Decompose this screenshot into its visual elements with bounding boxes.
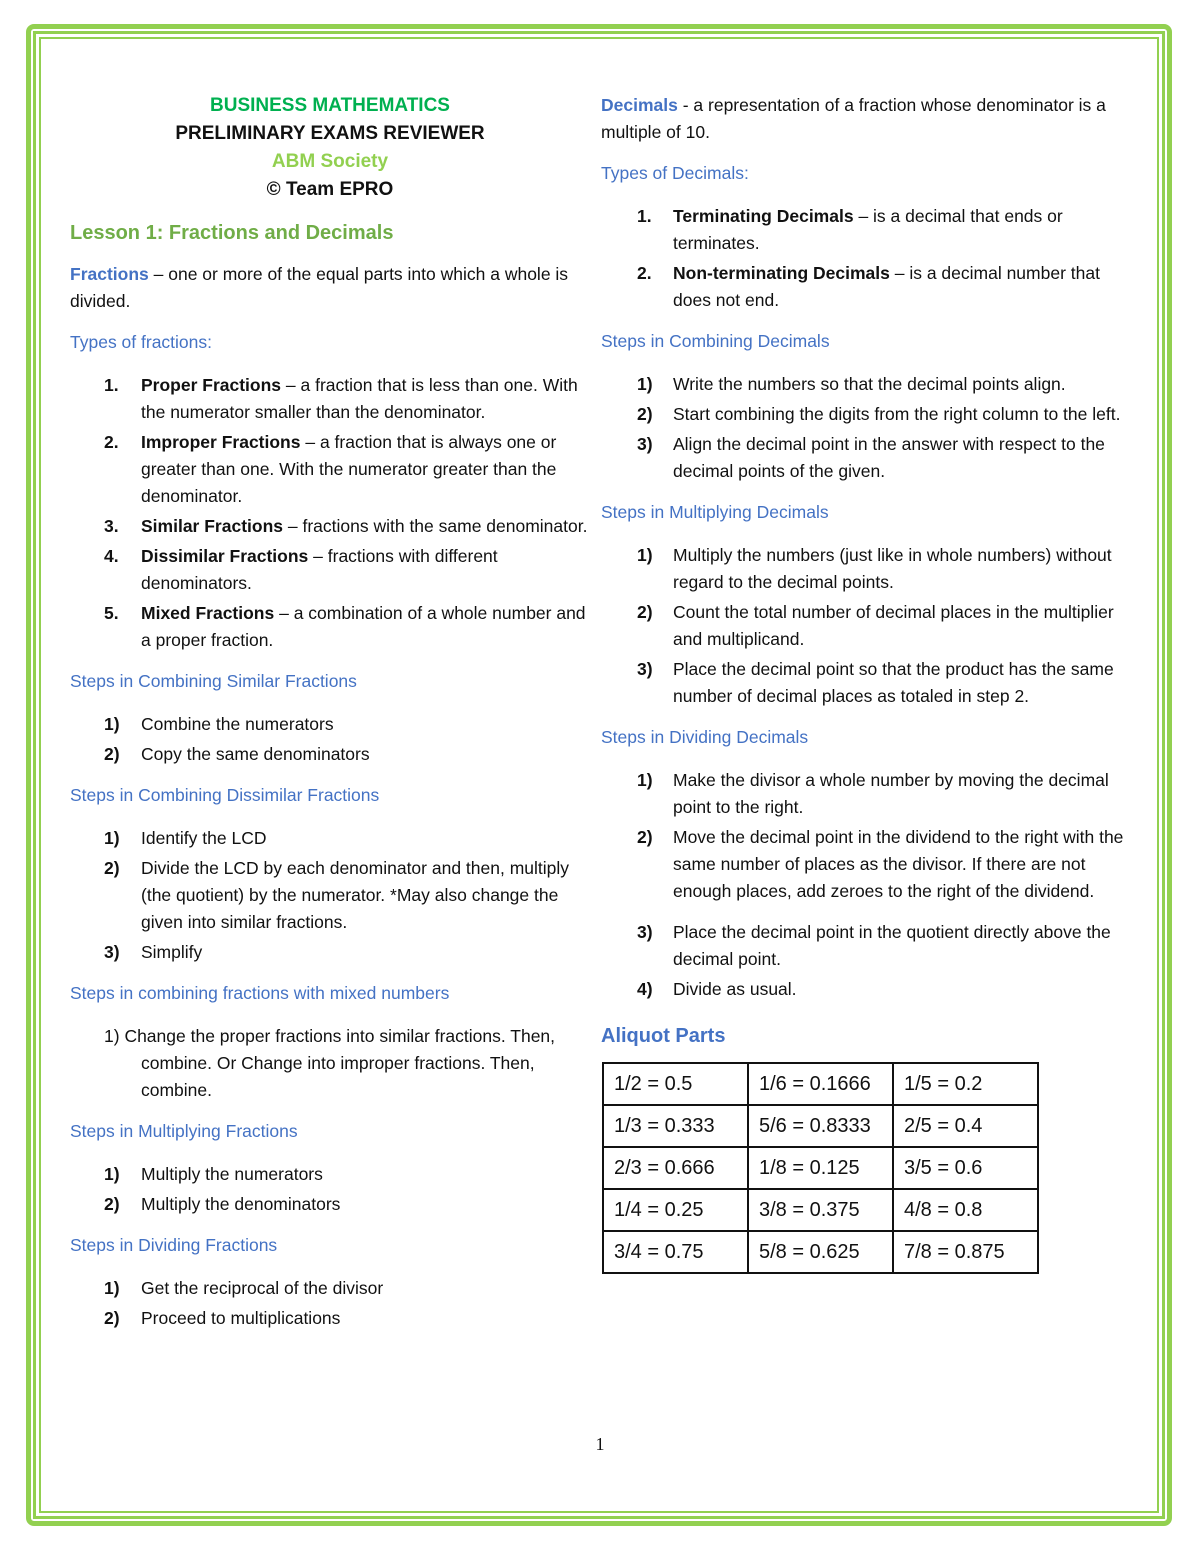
page-number: 1 <box>595 1434 605 1454</box>
step-text: Proceed to multiplications <box>141 1308 341 1328</box>
table-cell: 3/8 = 0.375 <box>748 1189 893 1231</box>
types-of-fractions-list <box>70 372 590 654</box>
dividing-decimals-heading: Steps in Dividing Decimals <box>601 727 809 747</box>
right-column <box>601 92 1131 1274</box>
step-text: Start combining the digits from the right column to the left. <box>673 404 1121 424</box>
list-item <box>70 1275 590 1302</box>
list-item <box>601 260 1131 314</box>
type-desc: – a fraction that is always one or greater than one. With the numerator greater than the denominator. <box>141 432 557 506</box>
list-number: 1) <box>104 1164 120 1184</box>
list-item <box>601 824 1131 905</box>
similar-fractions-heading: Steps in Combining Similar Fractions <box>70 671 357 691</box>
list-item <box>70 429 590 510</box>
list-number: 5. <box>104 603 119 623</box>
list-item <box>601 919 1131 973</box>
list-item <box>70 1191 590 1218</box>
list-item <box>70 855 590 936</box>
list-number: 3) <box>104 942 120 962</box>
table-cell: 2/5 = 0.4 <box>893 1105 1038 1147</box>
fractions-term: Fractions <box>70 264 149 284</box>
type-term: Mixed Fractions <box>141 603 275 623</box>
step-text: Move the decimal point in the dividend to the right with the same number of places as the divisor. If there are not enough places, add zeroes to the right of the dividend. <box>673 827 1124 901</box>
step-text: Multiply the denominators <box>141 1194 341 1214</box>
list-item <box>70 741 590 768</box>
types-of-decimals-list <box>601 203 1131 314</box>
step-text: Simplify <box>141 942 203 962</box>
list-item <box>601 976 1131 1003</box>
table-cell: 1/8 = 0.125 <box>748 1147 893 1189</box>
mixed-numbers-heading: Steps in combining fractions with mixed numbers <box>70 983 450 1003</box>
document-title: BUSINESS MATHEMATICS <box>210 95 450 116</box>
type-desc: – a fraction that is less than one. With the numerator smaller than the denominator. <box>141 375 578 422</box>
table-row <box>603 1105 1038 1147</box>
fractions-definition <box>70 261 590 315</box>
list-item <box>601 599 1131 653</box>
list-item <box>601 431 1131 485</box>
step-text: Change the proper fractions into similar fractions. Then, combine. Or Change into improper fractions. Then, combine. <box>124 1026 556 1100</box>
society-name: ABM Society <box>271 151 389 172</box>
list-item <box>601 401 1131 428</box>
list-item <box>70 1305 590 1332</box>
type-desc: – is a decimal that ends or terminates. <box>673 206 1063 253</box>
type-term: Terminating Decimals <box>673 206 854 226</box>
dividing-decimals-steps <box>601 767 1131 1003</box>
list-item <box>601 371 1131 398</box>
table-cell: 5/6 = 0.8333 <box>748 1105 893 1147</box>
list-number: 1) <box>104 714 120 734</box>
aliquot-parts-heading: Aliquot Parts <box>601 1025 726 1047</box>
type-desc: – fractions with the same denominator. <box>283 516 588 536</box>
step-text: Place the decimal point in the quotient directly above the decimal point. <box>673 922 1111 969</box>
list-number: 2) <box>637 827 653 847</box>
list-number: 3) <box>637 434 653 454</box>
list-item <box>70 711 590 738</box>
table-cell: 1/6 = 0.1666 <box>748 1063 893 1105</box>
types-of-decimals-heading: Types of Decimals: <box>601 163 749 183</box>
list-number: 2) <box>104 1194 120 1214</box>
list-item <box>601 767 1131 821</box>
list-number: 2) <box>104 1308 120 1328</box>
list-number: 1) <box>104 1278 120 1298</box>
list-item <box>70 372 590 426</box>
step-text: Align the decimal point in the answer with respect to the decimal points of the given. <box>673 434 1105 481</box>
decimals-definition <box>601 92 1131 146</box>
list-number: 3. <box>104 516 119 536</box>
list-item <box>70 825 590 852</box>
list-item <box>601 203 1131 257</box>
step-text: Get the reciprocal of the divisor <box>141 1278 384 1298</box>
type-term: Proper Fractions <box>141 375 282 395</box>
type-term: Similar Fractions <box>141 516 283 536</box>
table-cell: 1/5 = 0.2 <box>893 1063 1038 1105</box>
list-item <box>70 513 590 540</box>
step-text: Multiply the numbers (just like in whole numbers) without regard to the decimal points. <box>673 545 1112 592</box>
list-item <box>601 542 1131 596</box>
decimals-def-text: - a representation of a fraction whose denominator is a multiple of 10. <box>601 95 1106 142</box>
list-number: 1) <box>637 374 653 394</box>
list-number: 1) <box>637 545 653 565</box>
decimals-term: Decimals <box>601 95 678 115</box>
list-number: 2) <box>637 404 653 424</box>
type-desc: – fractions with different denominators. <box>141 546 498 593</box>
list-number: 1. <box>104 375 119 395</box>
step-text: Divide the LCD by each denominator and then, multiply (the quotient) by the numerator. *May also change the given into similar fractions. <box>141 858 570 932</box>
list-number: 3) <box>637 922 653 942</box>
table-cell: 5/8 = 0.625 <box>748 1231 893 1273</box>
type-desc: – a combination of a whole number and a proper fraction. <box>141 603 586 650</box>
table-cell: 7/8 = 0.875 <box>893 1231 1038 1273</box>
table-cell: 1/3 = 0.333 <box>603 1105 748 1147</box>
list-item <box>70 1161 590 1188</box>
step-text: Make the divisor a whole number by moving the decimal point to the right. <box>673 770 1109 817</box>
document-subtitle: PRELIMINARY EXAMS REVIEWER <box>175 123 485 144</box>
multiplying-decimals-heading: Steps in Multiplying Decimals <box>601 502 829 522</box>
team-credit: © Team EPRO <box>266 179 394 200</box>
list-number: 1) <box>104 828 120 848</box>
multiplying-fractions-heading: Steps in Multiplying Fractions <box>70 1121 298 1141</box>
table-cell: 3/5 = 0.6 <box>893 1147 1038 1189</box>
dissimilar-fractions-steps <box>70 825 590 966</box>
table-cell: 3/4 = 0.75 <box>603 1231 748 1273</box>
list-number: 1) <box>104 1026 120 1046</box>
dividing-fractions-steps <box>70 1275 590 1332</box>
multiplying-fractions-steps <box>70 1161 590 1218</box>
table-row <box>603 1231 1038 1273</box>
list-item <box>70 543 590 597</box>
table-row <box>603 1189 1038 1231</box>
combining-decimals-heading: Steps in Combining Decimals <box>601 331 830 351</box>
list-number: 2. <box>104 432 119 452</box>
fractions-def-text: – one or more of the equal parts into which a whole is divided. <box>70 264 569 311</box>
list-number: 2) <box>637 602 653 622</box>
type-term: Improper Fractions <box>141 432 301 452</box>
dividing-fractions-heading: Steps in Dividing Fractions <box>70 1235 278 1255</box>
table-cell: 1/4 = 0.25 <box>603 1189 748 1231</box>
left-column <box>70 92 590 1346</box>
dissimilar-fractions-heading: Steps in Combining Dissimilar Fractions <box>70 785 380 805</box>
list-number: 2) <box>104 858 120 878</box>
list-number: 3) <box>637 659 653 679</box>
list-number: 1) <box>637 770 653 790</box>
combining-decimals-steps <box>601 371 1131 485</box>
table-cell: 1/2 = 0.5 <box>603 1063 748 1105</box>
step-text: Combine the numerators <box>141 714 334 734</box>
list-item <box>70 600 590 654</box>
list-number: 4. <box>104 546 119 566</box>
step-text: Place the decimal point so that the product has the same number of decimal places as totaled in step 2. <box>673 659 1114 706</box>
table-row <box>603 1147 1038 1189</box>
list-number: 1. <box>637 206 652 226</box>
table-cell: 4/8 = 0.8 <box>893 1189 1038 1231</box>
step-text: Multiply the numerators <box>141 1164 323 1184</box>
step-text: Count the total number of decimal places in the multiplier and multiplicand. <box>673 602 1114 649</box>
step-text: Write the numbers so that the decimal points align. <box>673 374 1066 394</box>
lesson-heading: Lesson 1: Fractions and Decimals <box>70 222 394 244</box>
table-cell: 2/3 = 0.666 <box>603 1147 748 1189</box>
step-text: Copy the same denominators <box>141 744 370 764</box>
list-item <box>601 656 1131 710</box>
step-text: Divide as usual. <box>673 979 797 999</box>
multiplying-decimals-steps <box>601 542 1131 710</box>
list-number: 2) <box>104 744 120 764</box>
type-desc: – is a decimal number that does not end. <box>673 263 1100 310</box>
type-term: Dissimilar Fractions <box>141 546 309 566</box>
list-item <box>70 939 590 966</box>
mixed-numbers-step <box>70 1023 590 1104</box>
type-term: Non-terminating Decimals <box>673 263 890 283</box>
similar-fractions-steps <box>70 711 590 768</box>
list-number: 4) <box>637 979 653 999</box>
list-number: 2. <box>637 263 652 283</box>
types-of-fractions-heading: Types of fractions: <box>70 332 213 352</box>
aliquot-parts-table <box>602 1062 1039 1274</box>
step-text: Identify the LCD <box>141 828 267 848</box>
table-row <box>603 1063 1038 1105</box>
